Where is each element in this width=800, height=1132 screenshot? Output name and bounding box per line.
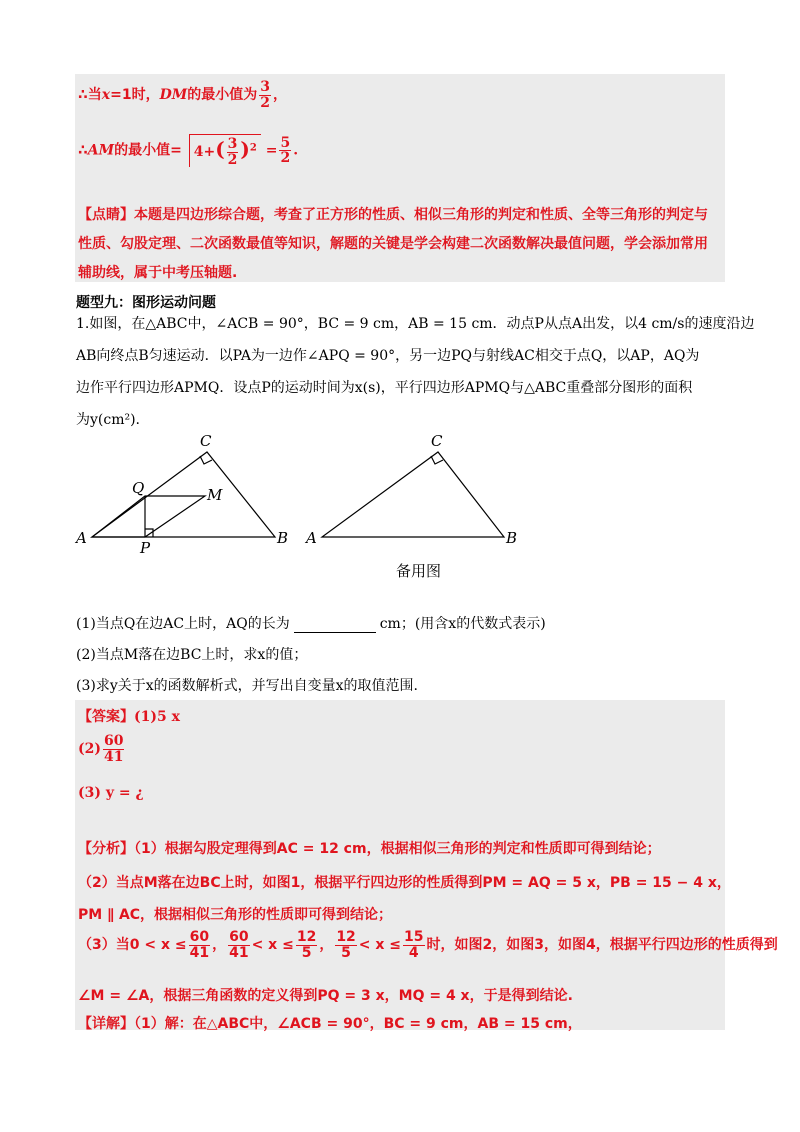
analysis-line-3: PM ∥ AC，根据相似三角形的性质即可得到结论； xyxy=(78,907,393,923)
problem-line-1: 1.如图，在△ABC中，∠ACB = 90°，BC = 9 cm，AB = 15 cm．动点P从点A出发，以4 cm/s的速度沿边 xyxy=(76,316,755,332)
answer-line-3: (3) y = ¿ xyxy=(78,785,144,801)
comment-line-3: 辅助线，属于中考压轴题. xyxy=(78,265,238,281)
answer-line-1: 【答案】(1)5 x xyxy=(78,709,180,725)
label-c: C xyxy=(200,432,212,450)
triangle-abc-backup xyxy=(322,452,504,537)
problem-line-3: 边作平行四边形APMQ．设点P的运动时间为x(s)，平行四边形APMQ与△ABC重叠部分图形的面积 xyxy=(76,380,693,396)
problem-line-2: AB向终点B匀速运动．以PA为一边作∠APQ = 90°，另一边PQ与射线AC相交于点Q，以AP，AQ为 xyxy=(76,348,700,364)
figure-backup xyxy=(300,430,530,585)
triangle-abc xyxy=(92,452,275,537)
analysis-line-4: （3）当0 < x ≤ $\frac{60}{41}$ ， $\frac{60}{41}$ < x ≤ $\frac{12}{5}$ ， $\frac{12}{5}$ < x ≤ $\frac{15}{4}$ 时，如图2，如图3，如图4，根据平行四边形的性质得到 xyxy=(78,929,778,961)
parallelogram-apmq xyxy=(92,496,205,537)
label-m: M xyxy=(207,486,223,504)
label-b: B xyxy=(277,529,289,547)
figure-main xyxy=(70,430,300,555)
question-3: (3)求y关于x的函数解析式，并写出自变量x的取值范围. xyxy=(76,678,418,694)
min-am-line: ∴AM的最小值= 4+( $\frac{3}{2}$ )$^2$ = $\frac{5}{2}$ . xyxy=(78,134,299,168)
answer-line-2: (2) $\frac{60}{41}$ xyxy=(78,733,124,765)
comment-line-1: 【点睛】本题是四边形综合题，考查了正方形的性质、相似三角形的判定和性质、全等三角形的判定与 xyxy=(78,207,708,223)
problem-line-4: 为y(cm²). xyxy=(76,412,141,428)
question-2: (2)当点M落在边BC上时，求x的值； xyxy=(76,647,308,663)
backup-label-b: B xyxy=(506,529,518,547)
answer-box xyxy=(75,700,725,1030)
backup-label-a: A xyxy=(306,529,317,547)
label-q: Q xyxy=(132,479,145,497)
backup-caption: 备用图 xyxy=(396,562,442,580)
detail-line-1: 【详解】（1）解：在△ABC中，∠ACB = 90°，BC = 9 cm，AB = 15 cm， xyxy=(78,1016,582,1032)
question-1: (1)当点Q在边AC上时，AQ的长为 cm；(用含x的代数式表示) xyxy=(76,616,546,632)
right-angle-mark-c xyxy=(200,456,212,464)
analysis-line-2: （2）当点M落在边BC上时，如图1，根据平行四边形的性质得到PM = AQ = 5 x，PB = 15 − 4 x， xyxy=(78,875,731,891)
answer-blank[interactable] xyxy=(294,618,376,633)
comment-line-2: 性质、勾股定理、二次函数最值等知识，解题的关键是学会构建二次函数解决最值问题，学会添加常用 xyxy=(78,236,708,252)
min-dm-line: ∴当x=1时，DM的最小值为 $\frac{3}{2}$ ， xyxy=(78,79,287,111)
label-p: P xyxy=(140,539,151,555)
section-title: 题型九：图形运动问题 xyxy=(76,295,216,311)
sqrt-expression: 4+( $\frac{3}{2}$ )$^2$ xyxy=(189,134,261,167)
label-a: A xyxy=(76,529,87,547)
right-angle-mark-c-backup xyxy=(431,456,443,464)
analysis-line-1: 【分析】（1）根据勾股定理得到AC = 12 cm，根据相似三角形的判定和性质即可得到结论； xyxy=(78,841,661,857)
analysis-line-5: ∠M = ∠A，根据三角函数的定义得到PQ = 3 x，MQ = 4 x，于是得到结论. xyxy=(78,988,573,1004)
backup-label-c: C xyxy=(431,432,443,450)
